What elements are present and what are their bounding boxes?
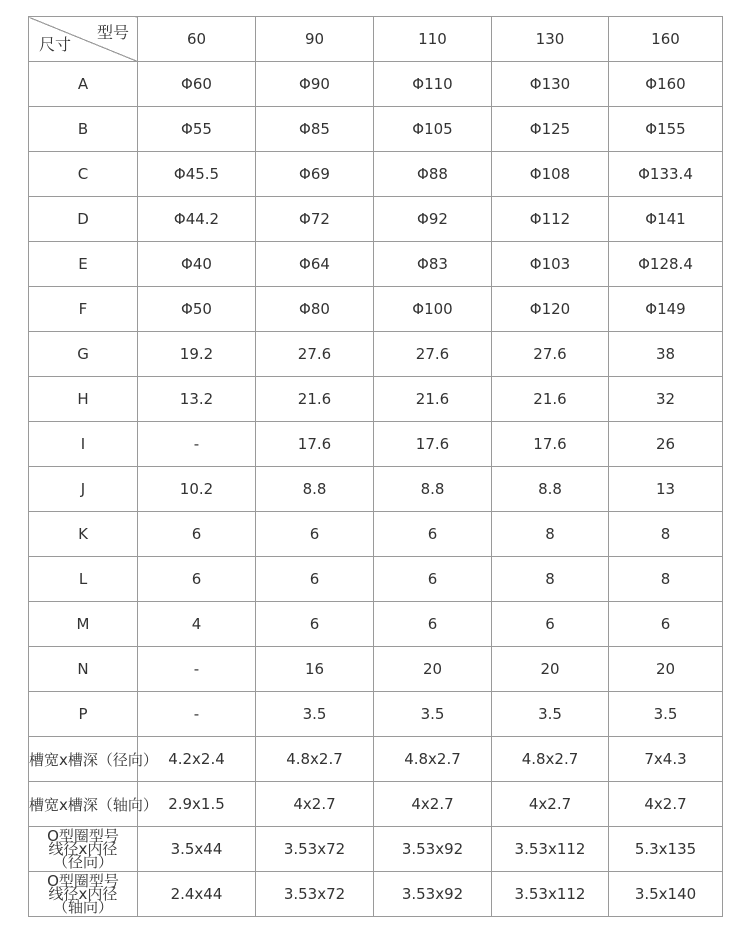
value-cell: 6 xyxy=(492,602,609,647)
value-cell: 3.53x112 xyxy=(492,827,609,872)
value-cell: 10.2 xyxy=(138,467,256,512)
row-label-cell: L xyxy=(29,557,138,602)
value-cell: Φ130 xyxy=(492,62,609,107)
value-cell: Φ90 xyxy=(256,62,374,107)
table-row xyxy=(29,62,723,107)
model-header-label: 型号 xyxy=(96,23,129,42)
value-cell: 21.6 xyxy=(374,377,492,422)
value-cell: Φ133.4 xyxy=(609,152,723,197)
table-row xyxy=(29,692,723,737)
value-cell: 3.5 xyxy=(256,692,374,737)
table-row xyxy=(29,557,723,602)
value-cell: - xyxy=(138,692,256,737)
value-cell: 21.6 xyxy=(256,377,374,422)
value-cell: 4.8x2.7 xyxy=(492,737,609,782)
row-label-cell: M xyxy=(29,602,138,647)
value-cell: 7x4.3 xyxy=(609,737,723,782)
row-label-cell: H xyxy=(29,377,138,422)
value-cell: Φ44.2 xyxy=(138,197,256,242)
value-cell: Φ85 xyxy=(256,107,374,152)
value-cell: Φ125 xyxy=(492,107,609,152)
value-cell: 6 xyxy=(374,602,492,647)
value-cell: Φ108 xyxy=(492,152,609,197)
table-row xyxy=(29,242,723,287)
value-cell: 4.8x2.7 xyxy=(374,737,492,782)
value-cell: 8 xyxy=(492,557,609,602)
value-cell: Φ50 xyxy=(138,287,256,332)
value-cell: Φ83 xyxy=(374,242,492,287)
table-row xyxy=(29,737,723,782)
value-cell: 3.5 xyxy=(492,692,609,737)
value-cell: 27.6 xyxy=(492,332,609,377)
table-row xyxy=(29,782,723,827)
model-header-cell: 110 xyxy=(374,17,492,62)
value-cell: 32 xyxy=(609,377,723,422)
value-cell: 17.6 xyxy=(256,422,374,467)
value-cell: 20 xyxy=(492,647,609,692)
row-label-cell: F xyxy=(29,287,138,332)
row-label-cell: G xyxy=(29,332,138,377)
row-label-cell: J xyxy=(29,467,138,512)
dimension-header-label: 尺寸 xyxy=(39,35,72,54)
table-row xyxy=(29,602,723,647)
table-row xyxy=(29,467,723,512)
header-row xyxy=(29,17,723,62)
value-cell: 3.5 xyxy=(609,692,723,737)
table-row xyxy=(29,512,723,557)
value-cell: Φ110 xyxy=(374,62,492,107)
value-cell: 3.5x140 xyxy=(609,872,723,917)
table-row xyxy=(29,152,723,197)
value-cell: 13.2 xyxy=(138,377,256,422)
table-row xyxy=(29,197,723,242)
value-cell: Φ128.4 xyxy=(609,242,723,287)
table-row xyxy=(29,332,723,377)
corner-header-cell xyxy=(29,17,138,62)
value-cell: 3.53x92 xyxy=(374,872,492,917)
value-cell: 20 xyxy=(374,647,492,692)
row-label-cell: D xyxy=(29,197,138,242)
value-cell: Φ80 xyxy=(256,287,374,332)
value-cell: Φ60 xyxy=(138,62,256,107)
value-cell: Φ92 xyxy=(374,197,492,242)
value-cell: 4x2.7 xyxy=(374,782,492,827)
spec-table xyxy=(28,16,723,917)
row-label-cell: N xyxy=(29,647,138,692)
value-cell: 13 xyxy=(609,467,723,512)
value-cell: 8.8 xyxy=(374,467,492,512)
value-cell: 6 xyxy=(138,557,256,602)
value-cell: 4 xyxy=(138,602,256,647)
value-cell: Φ64 xyxy=(256,242,374,287)
model-header-cell: 60 xyxy=(138,17,256,62)
table-row xyxy=(29,287,723,332)
value-cell: 3.53x92 xyxy=(374,827,492,872)
value-cell: 2.9x1.5 xyxy=(138,782,256,827)
row-label-line: 线径x内径 xyxy=(48,884,118,903)
value-cell: 4x2.7 xyxy=(609,782,723,827)
value-cell: 6 xyxy=(374,512,492,557)
value-cell: - xyxy=(138,647,256,692)
model-header-cell: 160 xyxy=(609,17,723,62)
value-cell: 20 xyxy=(609,647,723,692)
row-label-cell: 槽宽x槽深（径向） xyxy=(29,737,138,782)
row-label-cell: C xyxy=(29,152,138,197)
row-label-cell: I xyxy=(29,422,138,467)
value-cell: Φ45.5 xyxy=(138,152,256,197)
value-cell: Φ55 xyxy=(138,107,256,152)
value-cell: Φ120 xyxy=(492,287,609,332)
table-row xyxy=(29,377,723,422)
value-cell: 3.53x112 xyxy=(492,872,609,917)
row-label-cell: 槽宽x槽深（轴向） xyxy=(29,782,138,827)
value-cell: 26 xyxy=(609,422,723,467)
value-cell: Φ103 xyxy=(492,242,609,287)
value-cell: Φ69 xyxy=(256,152,374,197)
row-label-cell xyxy=(29,872,138,917)
row-label-line: 线径x内径 xyxy=(48,839,118,858)
table-row xyxy=(29,107,723,152)
value-cell: 16 xyxy=(256,647,374,692)
value-cell: 3.53x72 xyxy=(256,827,374,872)
value-cell: 17.6 xyxy=(492,422,609,467)
value-cell: 3.53x72 xyxy=(256,872,374,917)
value-cell: 2.4x44 xyxy=(138,872,256,917)
value-cell: 6 xyxy=(256,512,374,557)
value-cell: 8 xyxy=(609,512,723,557)
value-cell: 19.2 xyxy=(138,332,256,377)
value-cell: 6 xyxy=(256,602,374,647)
value-cell: 8 xyxy=(609,557,723,602)
value-cell: - xyxy=(138,422,256,467)
value-cell: 27.6 xyxy=(374,332,492,377)
value-cell: Φ40 xyxy=(138,242,256,287)
table-row xyxy=(29,647,723,692)
row-label-line: （轴向） xyxy=(52,897,113,916)
value-cell: 6 xyxy=(609,602,723,647)
row-label-cell xyxy=(29,827,138,872)
value-cell: 8.8 xyxy=(492,467,609,512)
value-cell: 6 xyxy=(374,557,492,602)
model-header-cell: 130 xyxy=(492,17,609,62)
row-label-cell: A xyxy=(29,62,138,107)
value-cell: Φ100 xyxy=(374,287,492,332)
value-cell: 4.2x2.4 xyxy=(138,737,256,782)
value-cell: 38 xyxy=(609,332,723,377)
value-cell: 4x2.7 xyxy=(492,782,609,827)
value-cell: 3.5 xyxy=(374,692,492,737)
value-cell: 6 xyxy=(138,512,256,557)
value-cell: Φ141 xyxy=(609,197,723,242)
row-label-line: O型圈型号 xyxy=(47,826,119,845)
row-label-cell: K xyxy=(29,512,138,557)
row-label-line: O型圈型号 xyxy=(47,871,119,890)
value-cell: 4x2.7 xyxy=(256,782,374,827)
value-cell: 21.6 xyxy=(492,377,609,422)
model-header-cell: 90 xyxy=(256,17,374,62)
value-cell: 8 xyxy=(492,512,609,557)
row-label-cell: P xyxy=(29,692,138,737)
row-label-cell: B xyxy=(29,107,138,152)
value-cell: Φ112 xyxy=(492,197,609,242)
value-cell: 5.3x135 xyxy=(609,827,723,872)
value-cell: Φ72 xyxy=(256,197,374,242)
value-cell: Φ105 xyxy=(374,107,492,152)
value-cell: 27.6 xyxy=(256,332,374,377)
value-cell: 17.6 xyxy=(374,422,492,467)
table-row xyxy=(29,827,723,872)
value-cell: Φ160 xyxy=(609,62,723,107)
table-row xyxy=(29,422,723,467)
value-cell: Φ88 xyxy=(374,152,492,197)
row-label-line: （径向） xyxy=(52,852,113,871)
value-cell: 8.8 xyxy=(256,467,374,512)
value-cell: 4.8x2.7 xyxy=(256,737,374,782)
value-cell: Φ155 xyxy=(609,107,723,152)
value-cell: Φ149 xyxy=(609,287,723,332)
value-cell: 6 xyxy=(256,557,374,602)
table-row xyxy=(29,872,723,917)
value-cell: 3.5x44 xyxy=(138,827,256,872)
row-label-cell: E xyxy=(29,242,138,287)
